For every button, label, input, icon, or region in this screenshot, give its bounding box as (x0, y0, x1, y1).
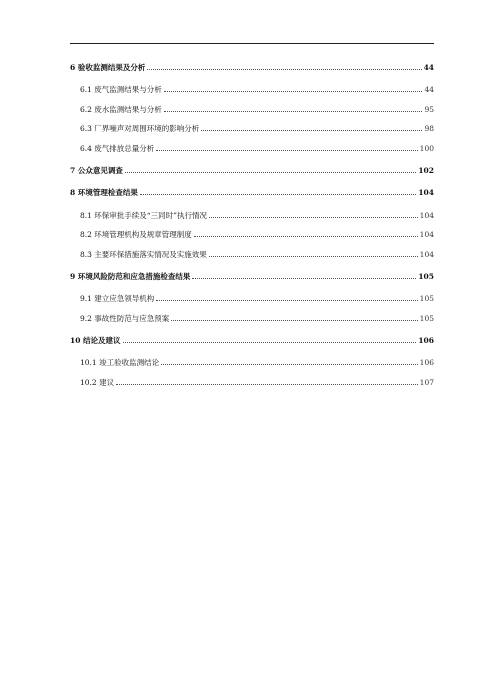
toc-entry[interactable] (70, 101, 434, 114)
toc-entry-page: 100 (419, 143, 434, 153)
toc-entry-label: 10 结论及建议 (70, 336, 121, 346)
dot-leader (209, 256, 418, 257)
toc-entry[interactable] (70, 354, 434, 367)
toc-entry-page: 104 (419, 210, 434, 220)
dot-leader (156, 300, 417, 301)
dot-leader (171, 320, 417, 321)
toc-entry-page: 95 (424, 104, 434, 114)
toc-entry[interactable] (70, 184, 434, 197)
toc-entry-page: 107 (419, 377, 434, 387)
toc-entry[interactable] (70, 226, 434, 239)
toc-entry[interactable] (70, 310, 434, 323)
dot-leader (116, 384, 418, 385)
toc-entry-page: 98 (424, 124, 434, 134)
toc-entry[interactable] (70, 162, 434, 175)
toc-entry-page: 106 (418, 336, 434, 346)
toc-entry[interactable] (70, 140, 434, 153)
toc-entry[interactable] (70, 246, 434, 259)
dot-leader (147, 69, 421, 70)
toc-entry-page: 104 (418, 188, 434, 198)
toc-entry[interactable] (70, 81, 434, 94)
toc-entry-label: 9.1 建立应急领导机构 (80, 294, 155, 304)
dot-leader (164, 91, 423, 92)
toc-entry[interactable] (70, 332, 434, 345)
dot-leader (209, 217, 418, 218)
toc-entry-label: 6.2 废水监测结果与分析 (80, 104, 162, 114)
toc-entry-label: 8.2 环境管理机构及规章管理制度 (80, 230, 192, 240)
toc-entry-label: 9 环境风险防范和应急措施检查结果 (70, 271, 191, 281)
toc-entry-label: 8.3 主要环保措施落实情况及实施效果 (80, 249, 207, 259)
toc-entry[interactable] (70, 207, 434, 220)
toc-entry-page: 104 (419, 230, 434, 240)
toc-entry-page: 105 (419, 294, 434, 304)
dot-leader (156, 150, 417, 151)
toc-entry-label: 8 环境管理检查结果 (70, 188, 138, 198)
toc-entry-page: 105 (419, 313, 434, 323)
toc-entry-label: 10.2 建议 (80, 377, 115, 387)
toc-entry-label: 6.4 废气排放总量分析 (80, 143, 155, 153)
toc-entry-page: 102 (418, 166, 434, 176)
toc-entry-page: 105 (418, 271, 434, 281)
toc-entry-label: 6.1 废气监测结果与分析 (80, 85, 162, 95)
toc-entry[interactable] (70, 59, 434, 72)
header-rule (70, 43, 434, 44)
toc-entry-label: 6.3 厂界噪声对周围环境的影响分析 (80, 124, 200, 134)
dot-leader (164, 111, 423, 112)
toc-entry[interactable] (70, 268, 434, 281)
dot-leader (161, 364, 418, 365)
dot-leader (201, 130, 422, 131)
toc-entry[interactable] (70, 120, 434, 133)
toc-entry-label: 8.1 环保审批手续及“三同时”执行情况 (80, 210, 207, 220)
toc-entry[interactable] (70, 374, 434, 387)
dot-leader (194, 236, 418, 237)
toc-entry-page: 44 (423, 63, 434, 72)
toc-entry-label: 7 公众意见调查 (70, 166, 123, 176)
dot-leader (192, 278, 416, 279)
toc-entry[interactable] (70, 290, 434, 303)
toc-entry-page: 104 (419, 249, 434, 259)
dot-leader (140, 194, 417, 195)
toc-entry-label: 9.2 事故性防范与应急预案 (80, 313, 170, 323)
toc-entry-label: 6 验收监测结果及分析 (70, 63, 146, 72)
table-of-contents (70, 59, 434, 393)
dot-leader (125, 172, 417, 173)
toc-entry-page: 106 (419, 358, 434, 368)
toc-entry-page: 44 (424, 85, 434, 95)
dot-leader (123, 342, 417, 343)
toc-entry-label: 10.1 竣工验收监测结论 (80, 358, 160, 368)
